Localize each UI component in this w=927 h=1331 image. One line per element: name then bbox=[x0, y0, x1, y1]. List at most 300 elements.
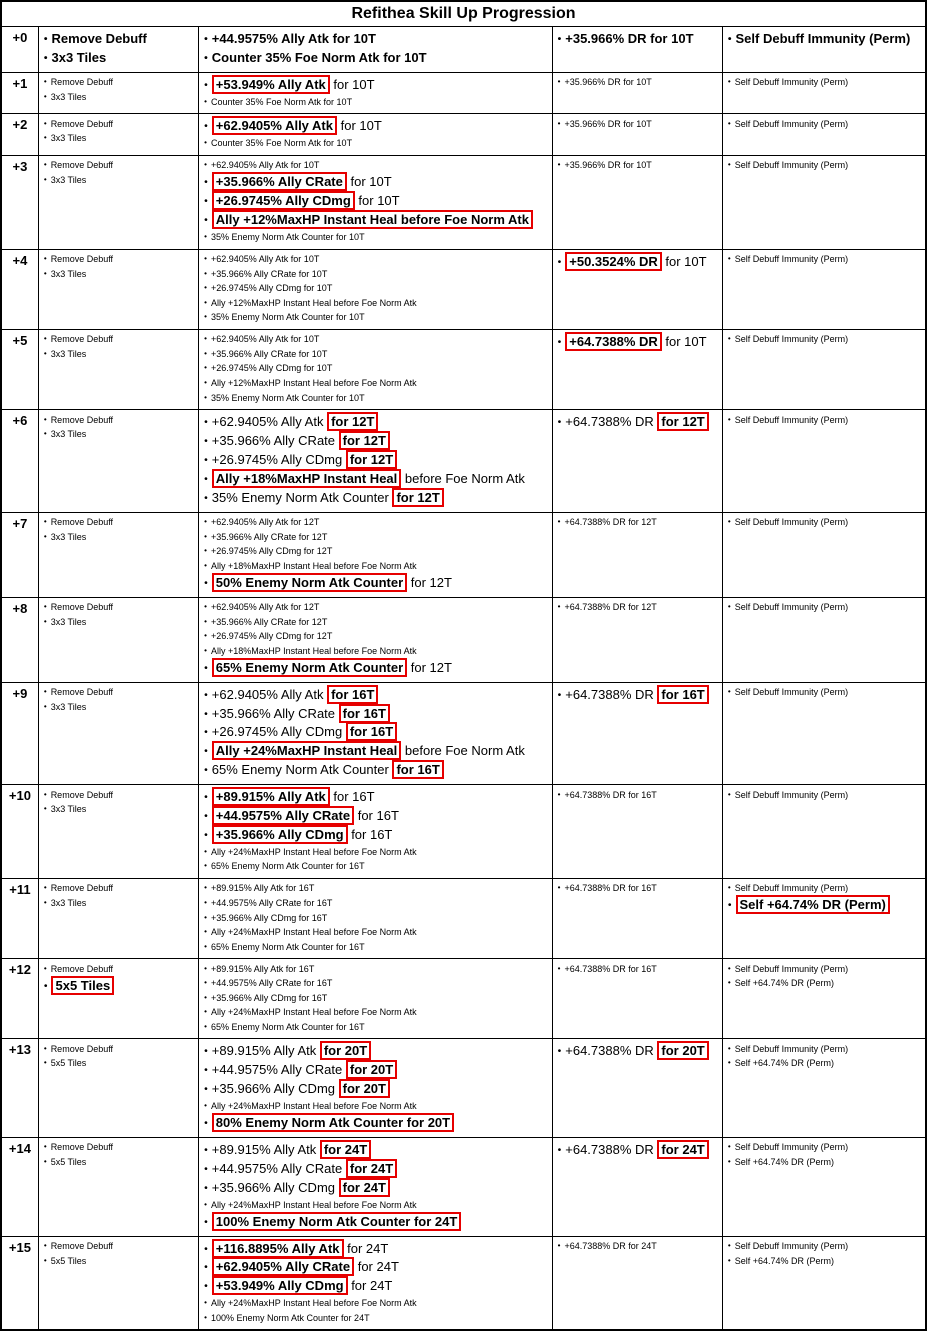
entry-line bbox=[41, 31, 194, 48]
entry-line bbox=[201, 1180, 547, 1197]
buffs-cell bbox=[199, 598, 552, 682]
text-segment: Remove Debuff bbox=[51, 31, 147, 47]
highlight-box: for 24T bbox=[346, 1159, 397, 1178]
text-segment: 3x3 Tiles bbox=[50, 701, 87, 712]
bullet-icon: • bbox=[204, 1163, 208, 1175]
entry-line bbox=[201, 282, 547, 295]
bullet-icon: • bbox=[204, 616, 207, 626]
bullet-icon: • bbox=[557, 1241, 561, 1251]
entry-line bbox=[725, 686, 921, 699]
damage-reduction-cell bbox=[553, 250, 723, 329]
damage-reduction-cell bbox=[553, 1039, 723, 1137]
bullet-icon: • bbox=[557, 77, 561, 87]
entry-line bbox=[201, 977, 547, 990]
text-segment: for 12T bbox=[407, 574, 452, 590]
bullet-icon: • bbox=[43, 980, 48, 992]
text-segment: +64.7388% DR for 16T bbox=[564, 789, 657, 800]
table-row bbox=[2, 330, 925, 410]
text-segment: Ally +12%MaxHP Instant Heal before Foe Norm Atk bbox=[211, 297, 417, 308]
bullet-icon: • bbox=[204, 138, 207, 148]
bullet-icon: • bbox=[204, 1312, 207, 1322]
entry-line bbox=[41, 333, 194, 346]
self-buffs-cell bbox=[723, 1039, 925, 1137]
table-row bbox=[2, 410, 925, 512]
entry-line bbox=[201, 433, 547, 450]
text-segment: +64.7388% DR for 12T bbox=[564, 602, 657, 613]
table-row bbox=[2, 785, 925, 879]
entry-line bbox=[201, 452, 547, 469]
level-cell bbox=[2, 1039, 39, 1137]
highlight-box: 50% Enemy Norm Atk Counter bbox=[212, 573, 407, 592]
bullet-icon: • bbox=[43, 1142, 47, 1152]
buffs-cell bbox=[199, 250, 552, 329]
entry-line bbox=[201, 392, 547, 405]
entry-line bbox=[201, 808, 547, 825]
text-segment: +11 bbox=[9, 881, 31, 897]
entry-line bbox=[555, 254, 718, 271]
text-segment: +64.7388% DR bbox=[565, 414, 658, 430]
level-label bbox=[3, 788, 37, 805]
text-segment: for 24T bbox=[347, 1278, 393, 1294]
text-segment: Remove Debuff bbox=[50, 517, 114, 528]
text-segment: 65% Enemy Norm Atk Counter for 16T bbox=[211, 941, 365, 952]
text-segment: Remove Debuff bbox=[50, 883, 114, 894]
text-segment: +44.9575% Ally CRate bbox=[211, 1062, 346, 1078]
entry-line bbox=[41, 1043, 194, 1056]
entry-line bbox=[201, 706, 547, 723]
table-row bbox=[2, 250, 925, 330]
level-cell bbox=[2, 410, 39, 511]
bullet-icon: • bbox=[43, 804, 47, 814]
bullet-icon: • bbox=[204, 392, 207, 402]
highlight-box: Ally +12%MaxHP Instant Heal before Foe Norm Atk bbox=[212, 210, 533, 229]
level-label bbox=[3, 253, 37, 270]
text-segment: Self Debuff Immunity (Perm) bbox=[734, 517, 849, 528]
entry-line bbox=[41, 601, 194, 614]
traits-cell bbox=[39, 513, 199, 597]
bullet-icon: • bbox=[43, 1058, 47, 1068]
text-segment: Self Debuff Immunity (Perm) bbox=[734, 963, 849, 974]
highlight-box: +64.7388% DR bbox=[565, 332, 662, 351]
entry-line bbox=[201, 1021, 547, 1034]
self-buffs-cell bbox=[723, 785, 925, 878]
text-segment: +64.7388% DR bbox=[565, 1141, 658, 1157]
self-buffs-cell bbox=[723, 410, 925, 511]
entry-line bbox=[555, 1240, 718, 1253]
bullet-icon: • bbox=[557, 1046, 562, 1058]
entry-line bbox=[555, 1043, 718, 1060]
text-segment: +62.9405% Ally Atk bbox=[211, 414, 328, 430]
bullet-icon: • bbox=[43, 701, 47, 711]
entry-line bbox=[201, 268, 547, 281]
entry-line bbox=[41, 686, 194, 699]
text-segment: for 10T bbox=[337, 118, 382, 134]
text-segment: +64.7388% DR for 12T bbox=[564, 517, 657, 528]
bullet-icon: • bbox=[204, 348, 207, 358]
damage-reduction-cell bbox=[553, 114, 723, 154]
entry-line bbox=[201, 77, 547, 94]
entry-line bbox=[555, 601, 718, 614]
bullet-icon: • bbox=[557, 517, 561, 527]
text-segment: 3x3 Tiles bbox=[50, 133, 87, 144]
text-segment: Remove Debuff bbox=[50, 789, 114, 800]
buffs-cell bbox=[199, 1237, 552, 1330]
bullet-icon: • bbox=[204, 1118, 208, 1130]
entry-line bbox=[41, 1141, 194, 1154]
bullet-icon: • bbox=[557, 417, 562, 429]
bullet-icon: • bbox=[557, 689, 562, 701]
entry-line bbox=[201, 531, 547, 544]
bullet-icon: • bbox=[204, 417, 208, 429]
text-segment: +62.9405% Ally Atk for 10T bbox=[211, 160, 320, 171]
text-segment: +7 bbox=[12, 515, 28, 531]
damage-reduction-cell bbox=[553, 879, 723, 958]
entry-line bbox=[555, 118, 718, 131]
entry-line bbox=[201, 96, 547, 109]
level-label bbox=[3, 1240, 37, 1257]
bullet-icon: • bbox=[204, 662, 208, 674]
text-segment: Remove Debuff bbox=[50, 687, 114, 698]
text-segment: Ally +12%MaxHP Instant Heal before Foe Norm Atk bbox=[211, 377, 417, 388]
text-segment: Self Debuff Immunity (Perm) bbox=[734, 118, 849, 129]
traits-cell bbox=[39, 959, 199, 1038]
traits-cell bbox=[39, 879, 199, 958]
entry-line bbox=[555, 789, 718, 802]
text-segment: 3x3 Tiles bbox=[50, 174, 87, 185]
text-segment: Self Debuff Immunity (Perm) bbox=[734, 414, 849, 425]
buffs-cell bbox=[199, 879, 552, 958]
entry-line bbox=[725, 76, 921, 89]
entry-line bbox=[41, 1240, 194, 1253]
entry-line bbox=[41, 531, 194, 544]
text-segment: +6 bbox=[12, 413, 28, 429]
buffs-cell bbox=[199, 513, 552, 597]
buffs-cell bbox=[199, 27, 552, 72]
text-segment: 5x5 Tiles bbox=[50, 1255, 87, 1266]
buffs-cell bbox=[199, 785, 552, 878]
text-segment: Self Debuff Immunity (Perm) bbox=[734, 77, 849, 88]
entry-line bbox=[201, 1297, 547, 1310]
text-segment: +62.9405% Ally Atk for 10T bbox=[211, 334, 320, 345]
text-segment: +26.9745% Ally CDmg for 10T bbox=[211, 363, 333, 374]
self-buffs-cell bbox=[723, 250, 925, 329]
bullet-icon: • bbox=[43, 963, 47, 973]
entry-line bbox=[555, 687, 718, 704]
bullet-icon: • bbox=[204, 1298, 207, 1308]
text-segment: +64.7388% DR for 16T bbox=[564, 963, 657, 974]
highlight-box: +50.3524% DR bbox=[565, 252, 662, 271]
bullet-icon: • bbox=[204, 1182, 208, 1194]
text-segment: Ally +24%MaxHP Instant Heal before Foe Norm Atk bbox=[211, 846, 417, 857]
entry-line bbox=[201, 645, 547, 658]
text-segment: +13 bbox=[8, 1042, 31, 1058]
bullet-icon: • bbox=[204, 577, 208, 589]
entry-line bbox=[41, 701, 194, 714]
entry-line bbox=[201, 1199, 547, 1212]
entry-line bbox=[725, 601, 921, 614]
highlight-box: for 16T bbox=[346, 722, 397, 741]
entry-line bbox=[201, 490, 547, 507]
text-segment: +35.966% Ally CRate for 12T bbox=[211, 531, 328, 542]
entry-line bbox=[725, 118, 921, 131]
self-buffs-cell bbox=[723, 683, 925, 784]
entry-line bbox=[201, 414, 547, 431]
bullet-icon: • bbox=[204, 160, 207, 170]
text-segment: +4 bbox=[12, 252, 28, 268]
highlight-box: 5x5 Tiles bbox=[51, 976, 114, 995]
text-segment: +35.966% Ally CRate for 12T bbox=[211, 616, 328, 627]
buffs-cell bbox=[199, 1039, 552, 1137]
text-segment: +35.966% Ally CDmg for 16T bbox=[211, 912, 328, 923]
entry-line bbox=[201, 377, 547, 390]
bullet-icon: • bbox=[557, 883, 561, 893]
bullet-icon: • bbox=[727, 1142, 731, 1152]
entry-line bbox=[201, 348, 547, 361]
highlight-box: for 12T bbox=[346, 450, 397, 469]
text-segment: +44.9575% Ally CRate for 16T bbox=[211, 897, 333, 908]
entry-line bbox=[555, 963, 718, 976]
bullet-icon: • bbox=[557, 160, 561, 170]
bullet-icon: • bbox=[43, 602, 47, 612]
bullet-icon: • bbox=[727, 1241, 731, 1251]
damage-reduction-cell bbox=[553, 410, 723, 511]
text-segment: +89.915% Ally Atk for 16T bbox=[211, 883, 315, 894]
bullet-icon: • bbox=[204, 363, 207, 373]
damage-reduction-cell bbox=[553, 1237, 723, 1330]
bullet-icon: • bbox=[727, 34, 732, 46]
table-row bbox=[2, 959, 925, 1039]
skill-table-body bbox=[2, 27, 925, 1329]
text-segment: +62.9405% Ally Atk bbox=[211, 686, 328, 702]
text-segment: +35.966% DR for 10T bbox=[565, 31, 694, 47]
bullet-icon: • bbox=[204, 963, 207, 973]
bullet-icon: • bbox=[43, 92, 47, 102]
bullet-icon: • bbox=[204, 283, 207, 293]
text-segment: +26.9745% Ally CDmg bbox=[211, 451, 346, 467]
bullet-icon: • bbox=[204, 121, 208, 133]
entry-line bbox=[201, 724, 547, 741]
entry-line bbox=[201, 1115, 547, 1132]
bullet-icon: • bbox=[204, 79, 208, 91]
bullet-icon: • bbox=[204, 1262, 208, 1274]
entry-line bbox=[41, 268, 194, 281]
bullet-icon: • bbox=[204, 727, 208, 739]
traits-cell bbox=[39, 410, 199, 511]
entry-line bbox=[725, 333, 921, 346]
text-segment: Remove Debuff bbox=[50, 77, 114, 88]
text-segment: Remove Debuff bbox=[50, 334, 114, 345]
highlight-box: for 12T bbox=[339, 431, 390, 450]
traits-cell bbox=[39, 785, 199, 878]
bullet-icon: • bbox=[727, 883, 731, 893]
bullet-icon: • bbox=[204, 1101, 207, 1111]
entry-line bbox=[201, 897, 547, 910]
damage-reduction-cell bbox=[553, 959, 723, 1038]
bullet-icon: • bbox=[204, 215, 208, 227]
self-buffs-cell bbox=[723, 27, 925, 72]
text-segment: Counter 35% Foe Norm Atk for 10T bbox=[211, 50, 427, 66]
text-segment: Self Debuff Immunity (Perm) bbox=[734, 1043, 849, 1054]
text-segment: +9 bbox=[12, 685, 28, 701]
text-segment: +35.966% Ally CDmg bbox=[211, 1081, 339, 1097]
bullet-icon: • bbox=[727, 254, 731, 264]
highlight-box: +35.966% Ally CRate bbox=[212, 172, 347, 191]
highlight-box: for 24T bbox=[320, 1140, 371, 1159]
self-buffs-cell bbox=[723, 73, 925, 113]
level-label bbox=[3, 413, 37, 430]
traits-cell bbox=[39, 598, 199, 682]
text-segment: 100% Enemy Norm Atk Counter for 24T bbox=[211, 1312, 370, 1323]
bullet-icon: • bbox=[727, 334, 731, 344]
entry-line bbox=[201, 231, 547, 244]
entry-line bbox=[555, 76, 718, 89]
text-segment: for 10T bbox=[329, 76, 375, 92]
entry-line bbox=[555, 31, 718, 48]
table-row bbox=[2, 598, 925, 683]
bullet-icon: • bbox=[43, 1255, 47, 1265]
bullet-icon: • bbox=[204, 978, 207, 988]
highlight-box: +53.949% Ally CDmg bbox=[212, 1276, 348, 1295]
highlight-box: for 24T bbox=[657, 1140, 708, 1159]
bullet-icon: • bbox=[204, 792, 208, 804]
text-segment: Remove Debuff bbox=[50, 602, 114, 613]
bullet-icon: • bbox=[727, 687, 731, 697]
level-cell bbox=[2, 1138, 39, 1236]
traits-cell bbox=[39, 683, 199, 784]
text-segment: +35.966% DR for 10T bbox=[564, 160, 652, 171]
bullet-icon: • bbox=[204, 531, 207, 541]
entry-line bbox=[725, 253, 921, 266]
damage-reduction-cell bbox=[553, 598, 723, 682]
self-buffs-cell bbox=[723, 1138, 925, 1236]
buffs-cell bbox=[199, 410, 552, 511]
text-segment: +26.9745% Ally CDmg for 10T bbox=[211, 283, 333, 294]
table-row bbox=[2, 73, 925, 114]
bullet-icon: • bbox=[204, 560, 207, 570]
bullet-icon: • bbox=[727, 963, 731, 973]
bullet-icon: • bbox=[204, 1065, 208, 1077]
bullet-icon: • bbox=[204, 96, 207, 106]
entry-line bbox=[201, 827, 547, 844]
highlight-box: +26.9745% Ally CDmg bbox=[212, 191, 355, 210]
entry-line bbox=[201, 1161, 547, 1178]
text-segment: Remove Debuff bbox=[50, 1142, 114, 1153]
entry-line bbox=[725, 963, 921, 976]
bullet-icon: • bbox=[204, 992, 207, 1002]
bullet-icon: • bbox=[43, 160, 47, 170]
entry-line bbox=[725, 882, 921, 895]
highlight-box: Ally +24%MaxHP Instant Heal bbox=[212, 741, 401, 760]
buffs-cell bbox=[199, 156, 552, 249]
bullet-icon: • bbox=[727, 789, 731, 799]
entry-line bbox=[201, 545, 547, 558]
entry-line bbox=[201, 882, 547, 895]
entry-line bbox=[41, 91, 194, 104]
damage-reduction-cell bbox=[553, 683, 723, 784]
text-segment: +5 bbox=[12, 332, 28, 348]
entry-line bbox=[201, 1241, 547, 1258]
damage-reduction-cell bbox=[553, 785, 723, 878]
text-segment: +10 bbox=[8, 788, 31, 804]
entry-line bbox=[201, 118, 547, 135]
table-row bbox=[2, 156, 925, 250]
bullet-icon: • bbox=[204, 602, 207, 612]
table-row bbox=[2, 1237, 925, 1330]
text-segment: 3x3 Tiles bbox=[50, 92, 87, 103]
text-segment: +64.7388% DR bbox=[565, 1043, 658, 1059]
text-segment: Self Debuff Immunity (Perm) bbox=[734, 789, 849, 800]
entry-line bbox=[201, 846, 547, 859]
text-segment: +89.915% Ally Atk for 16T bbox=[211, 963, 315, 974]
highlight-box: for 16T bbox=[339, 704, 390, 723]
highlight-box: for 24T bbox=[339, 1178, 390, 1197]
text-segment: +44.9575% Ally CRate bbox=[211, 1160, 346, 1176]
text-segment: for 10T bbox=[346, 174, 392, 190]
entry-line bbox=[41, 118, 194, 131]
entry-line bbox=[725, 897, 921, 914]
text-segment: 3x3 Tiles bbox=[50, 531, 87, 542]
bullet-icon: • bbox=[43, 1043, 47, 1053]
entry-line bbox=[725, 516, 921, 529]
self-buffs-cell bbox=[723, 156, 925, 249]
self-buffs-cell bbox=[723, 598, 925, 682]
text-segment: for 10T bbox=[354, 193, 400, 209]
entry-line bbox=[725, 977, 921, 990]
text-segment: Remove Debuff bbox=[50, 963, 114, 974]
bullet-icon: • bbox=[204, 232, 207, 242]
bullet-icon: • bbox=[43, 34, 48, 46]
entry-line bbox=[201, 159, 547, 172]
bullet-icon: • bbox=[204, 631, 207, 641]
text-segment: +26.9745% Ally CDmg for 12T bbox=[211, 631, 333, 642]
entry-line bbox=[725, 159, 921, 172]
text-segment: Ally +24%MaxHP Instant Heal before Foe Norm Atk bbox=[211, 1007, 417, 1018]
text-segment: Self Debuff Immunity (Perm) bbox=[735, 31, 911, 47]
highlight-box: Ally +18%MaxHP Instant Heal bbox=[212, 469, 401, 488]
level-cell bbox=[2, 156, 39, 249]
damage-reduction-cell bbox=[553, 73, 723, 113]
traits-cell bbox=[39, 250, 199, 329]
text-segment: +62.9405% Ally Atk for 12T bbox=[211, 602, 320, 613]
entry-line bbox=[201, 926, 547, 939]
entry-line bbox=[41, 1057, 194, 1070]
highlight-box: +44.9575% Ally CRate bbox=[212, 806, 354, 825]
bullet-icon: • bbox=[204, 861, 207, 871]
bullet-icon: • bbox=[204, 689, 208, 701]
bullet-icon: • bbox=[204, 746, 208, 758]
bullet-icon: • bbox=[557, 1144, 562, 1156]
text-segment: for 16T bbox=[354, 808, 399, 824]
entry-line bbox=[201, 560, 547, 573]
bullet-icon: • bbox=[204, 377, 207, 387]
entry-line bbox=[201, 193, 547, 210]
level-label bbox=[3, 30, 37, 47]
text-segment: 3x3 Tiles bbox=[50, 348, 87, 359]
entry-line bbox=[725, 1255, 921, 1268]
table-row bbox=[2, 683, 925, 785]
level-cell bbox=[2, 73, 39, 113]
bullet-icon: • bbox=[204, 927, 207, 937]
bullet-icon: • bbox=[204, 1216, 208, 1228]
text-segment: Remove Debuff bbox=[50, 1043, 114, 1054]
bullet-icon: • bbox=[204, 196, 208, 208]
bullet-icon: • bbox=[43, 77, 47, 87]
text-segment: +64.7388% DR for 24T bbox=[564, 1241, 657, 1252]
level-cell bbox=[2, 114, 39, 154]
text-segment: Ally +24%MaxHP Instant Heal before Foe Norm Atk bbox=[211, 1199, 417, 1210]
entry-line bbox=[201, 362, 547, 375]
bullet-icon: • bbox=[204, 492, 208, 504]
